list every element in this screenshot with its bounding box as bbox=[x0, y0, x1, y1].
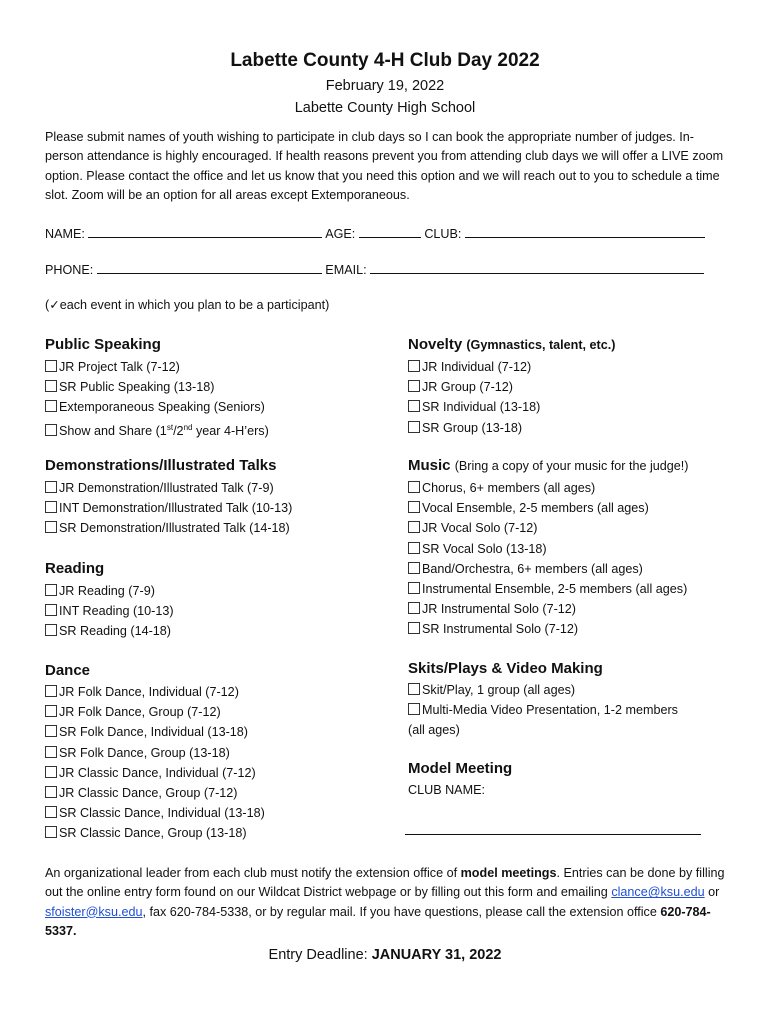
checkbox[interactable] bbox=[408, 400, 420, 412]
public-speaking-list bbox=[45, 357, 269, 441]
reading-list bbox=[45, 581, 174, 642]
list-item: JR Instrumental Solo (7-12) bbox=[408, 599, 687, 619]
checkbox[interactable] bbox=[45, 481, 57, 493]
footer-paragraph: An organizational leader from each club must notify the extension office of model meetings. Entries can be done by filling out the online entry form found on our Wildcat District webpage or by filling out this form and emailing clance@ksu.edu or sfoister@ksu.edu, fax 620-784-5338, or by regular mail. If you have questions, please call the extension office 620-784-5337. bbox=[45, 866, 725, 938]
list-item: SR Folk Dance, Group (13-18) bbox=[45, 743, 265, 763]
public-speaking-heading: Public Speaking bbox=[45, 336, 161, 353]
list-item: JR Group (7-12) bbox=[408, 377, 540, 397]
checkbox[interactable] bbox=[45, 584, 57, 596]
phone-field[interactable] bbox=[97, 261, 322, 274]
club-label: CLUB: bbox=[424, 227, 462, 241]
list-item: Extemporaneous Speaking (Seniors) bbox=[45, 397, 269, 417]
phone-label: PHONE: bbox=[45, 263, 94, 277]
model-meetings-bold: model meetings bbox=[460, 866, 557, 880]
list-item: JR Demonstration/Illustrated Talk (7-9) bbox=[45, 478, 292, 498]
checkbox[interactable] bbox=[45, 604, 57, 616]
list-item: JR Reading (7-9) bbox=[45, 581, 174, 601]
event-location: Labette County High School bbox=[294, 100, 476, 116]
name-age-club-row bbox=[45, 225, 705, 241]
list-item: SR Individual (13-18) bbox=[408, 397, 540, 417]
music-heading: Music (Bring a copy of your music for the judge!) bbox=[408, 457, 689, 474]
age-label: AGE: bbox=[325, 227, 356, 241]
list-item: SR Folk Dance, Individual (13-18) bbox=[45, 722, 265, 742]
form-title: Labette County 4-H Club Day 2022 bbox=[230, 50, 540, 71]
checkbox[interactable] bbox=[408, 360, 420, 372]
email-link-clance[interactable]: clance@ksu.edu bbox=[611, 885, 705, 900]
list-item: SR Group (13-18) bbox=[408, 418, 540, 438]
checkbox[interactable] bbox=[45, 746, 57, 758]
list-item: Skit/Play, 1 group (all ages) bbox=[408, 680, 678, 700]
entry-deadline: Entry Deadline: JANUARY 31, 2022 bbox=[268, 947, 502, 963]
list-item: Multi-Media Video Presentation, 1-2 members bbox=[408, 700, 678, 720]
checkbox[interactable] bbox=[408, 501, 420, 513]
checkbox[interactable] bbox=[45, 685, 57, 697]
skits-heading: Skits/Plays & Video Making bbox=[408, 660, 603, 677]
checkbox[interactable] bbox=[45, 826, 57, 838]
checkbox[interactable] bbox=[408, 683, 420, 695]
list-item: Chorus, 6+ members (all ages) bbox=[408, 478, 687, 498]
office-phone: 620-784-5337. bbox=[45, 904, 711, 938]
phone-email-row bbox=[45, 261, 704, 277]
list-item: Band/Orchestra, 6+ members (all ages) bbox=[408, 559, 687, 579]
checkbox[interactable] bbox=[408, 542, 420, 554]
name-label: NAME: bbox=[45, 227, 85, 241]
list-item: Show and Share (1st/2nd year 4-H’ers) bbox=[45, 418, 269, 441]
checkbox[interactable] bbox=[408, 562, 420, 574]
checkbox[interactable] bbox=[45, 400, 57, 412]
dance-list bbox=[45, 682, 265, 844]
list-item: JR Classic Dance, Individual (7-12) bbox=[45, 763, 265, 783]
novelty-heading: Novelty (Gymnastics, talent, etc.) bbox=[408, 336, 616, 353]
checkbox[interactable] bbox=[408, 703, 420, 715]
list-item: SR Vocal Solo (13-18) bbox=[408, 539, 687, 559]
music-hint: (Bring a copy of your music for the judge!) bbox=[454, 459, 689, 473]
club-name-label: CLUB NAME: bbox=[408, 783, 485, 797]
checkbox[interactable] bbox=[45, 380, 57, 392]
list-item-continuation: (all ages) bbox=[408, 723, 460, 738]
intro-paragraph: Please submit names of youth wishing to participate in club days so I can book the appropriate number of judges. In-person attendance is highly encouraged. If health reasons prevent you from attending club days we will offer a LIVE zoom option. Please contact the office and let us know that you need this option and we will reach out to you to schedule a time slot. Zoom will be an option for all areas except Extemporaneous. bbox=[45, 130, 724, 202]
event-date: February 19, 2022 bbox=[325, 78, 445, 94]
reading-heading: Reading bbox=[45, 560, 105, 577]
novelty-hint: (Gymnastics, talent, etc.) bbox=[466, 338, 616, 352]
list-item: INT Demonstration/Illustrated Talk (10-13) bbox=[45, 498, 292, 518]
checkbox[interactable] bbox=[45, 806, 57, 818]
list-item: SR Classic Dance, Group (13-18) bbox=[45, 823, 265, 843]
dance-heading: Dance bbox=[45, 662, 91, 679]
email-label: EMAIL: bbox=[325, 263, 367, 277]
list-item: Instrumental Ensemble, 2-5 members (all ages) bbox=[408, 579, 687, 599]
list-item: JR Folk Dance, Individual (7-12) bbox=[45, 682, 265, 702]
name-field[interactable] bbox=[88, 225, 322, 238]
novelty-list bbox=[408, 357, 540, 438]
list-item: INT Reading (10-13) bbox=[45, 601, 174, 621]
list-item: JR Individual (7-12) bbox=[408, 357, 540, 377]
checkbox[interactable] bbox=[45, 624, 57, 636]
checkbox[interactable] bbox=[45, 786, 57, 798]
checkbox[interactable] bbox=[45, 725, 57, 737]
list-item: SR Instrumental Solo (7-12) bbox=[408, 619, 687, 639]
demonstrations-list bbox=[45, 478, 292, 539]
checkbox[interactable] bbox=[45, 501, 57, 513]
model-meeting-heading: Model Meeting bbox=[408, 760, 513, 777]
list-item: SR Reading (14-18) bbox=[45, 621, 174, 641]
checkbox[interactable] bbox=[45, 705, 57, 717]
checkbox[interactable] bbox=[408, 622, 420, 634]
checkbox[interactable] bbox=[408, 481, 420, 493]
deadline-date: JANUARY 31, 2022 bbox=[371, 947, 502, 963]
skits-list bbox=[408, 680, 678, 741]
email-link-sfoister[interactable]: sfoister@ksu.edu bbox=[45, 904, 143, 919]
list-item: SR Public Speaking (13-18) bbox=[45, 377, 269, 397]
checkbox[interactable] bbox=[45, 360, 57, 372]
checkbox[interactable] bbox=[45, 766, 57, 778]
checkbox[interactable] bbox=[408, 521, 420, 533]
age-field[interactable] bbox=[359, 225, 421, 238]
list-item: JR Vocal Solo (7-12) bbox=[408, 518, 687, 538]
checkbox[interactable] bbox=[45, 521, 57, 533]
list-item: JR Classic Dance, Group (7-12) bbox=[45, 783, 265, 803]
checkbox[interactable] bbox=[408, 602, 420, 614]
email-field[interactable] bbox=[370, 261, 704, 274]
club-field[interactable] bbox=[465, 225, 705, 238]
checkbox[interactable] bbox=[408, 421, 420, 433]
music-list bbox=[408, 478, 687, 640]
checkbox[interactable] bbox=[408, 380, 420, 392]
list-item: SR Classic Dance, Individual (13-18) bbox=[45, 803, 265, 823]
check-instruction: (✓each event in which you plan to be a participant) bbox=[45, 298, 330, 312]
list-item: SR Demonstration/Illustrated Talk (14-18) bbox=[45, 518, 292, 538]
demonstrations-heading: Demonstrations/Illustrated Talks bbox=[45, 457, 277, 474]
checkbox[interactable] bbox=[45, 424, 57, 436]
club-name-field[interactable] bbox=[405, 834, 701, 835]
list-item: JR Folk Dance, Group (7-12) bbox=[45, 702, 265, 722]
checkbox[interactable] bbox=[408, 582, 420, 594]
list-item: Vocal Ensemble, 2-5 members (all ages) bbox=[408, 498, 687, 518]
list-item: JR Project Talk (7-12) bbox=[45, 357, 269, 377]
